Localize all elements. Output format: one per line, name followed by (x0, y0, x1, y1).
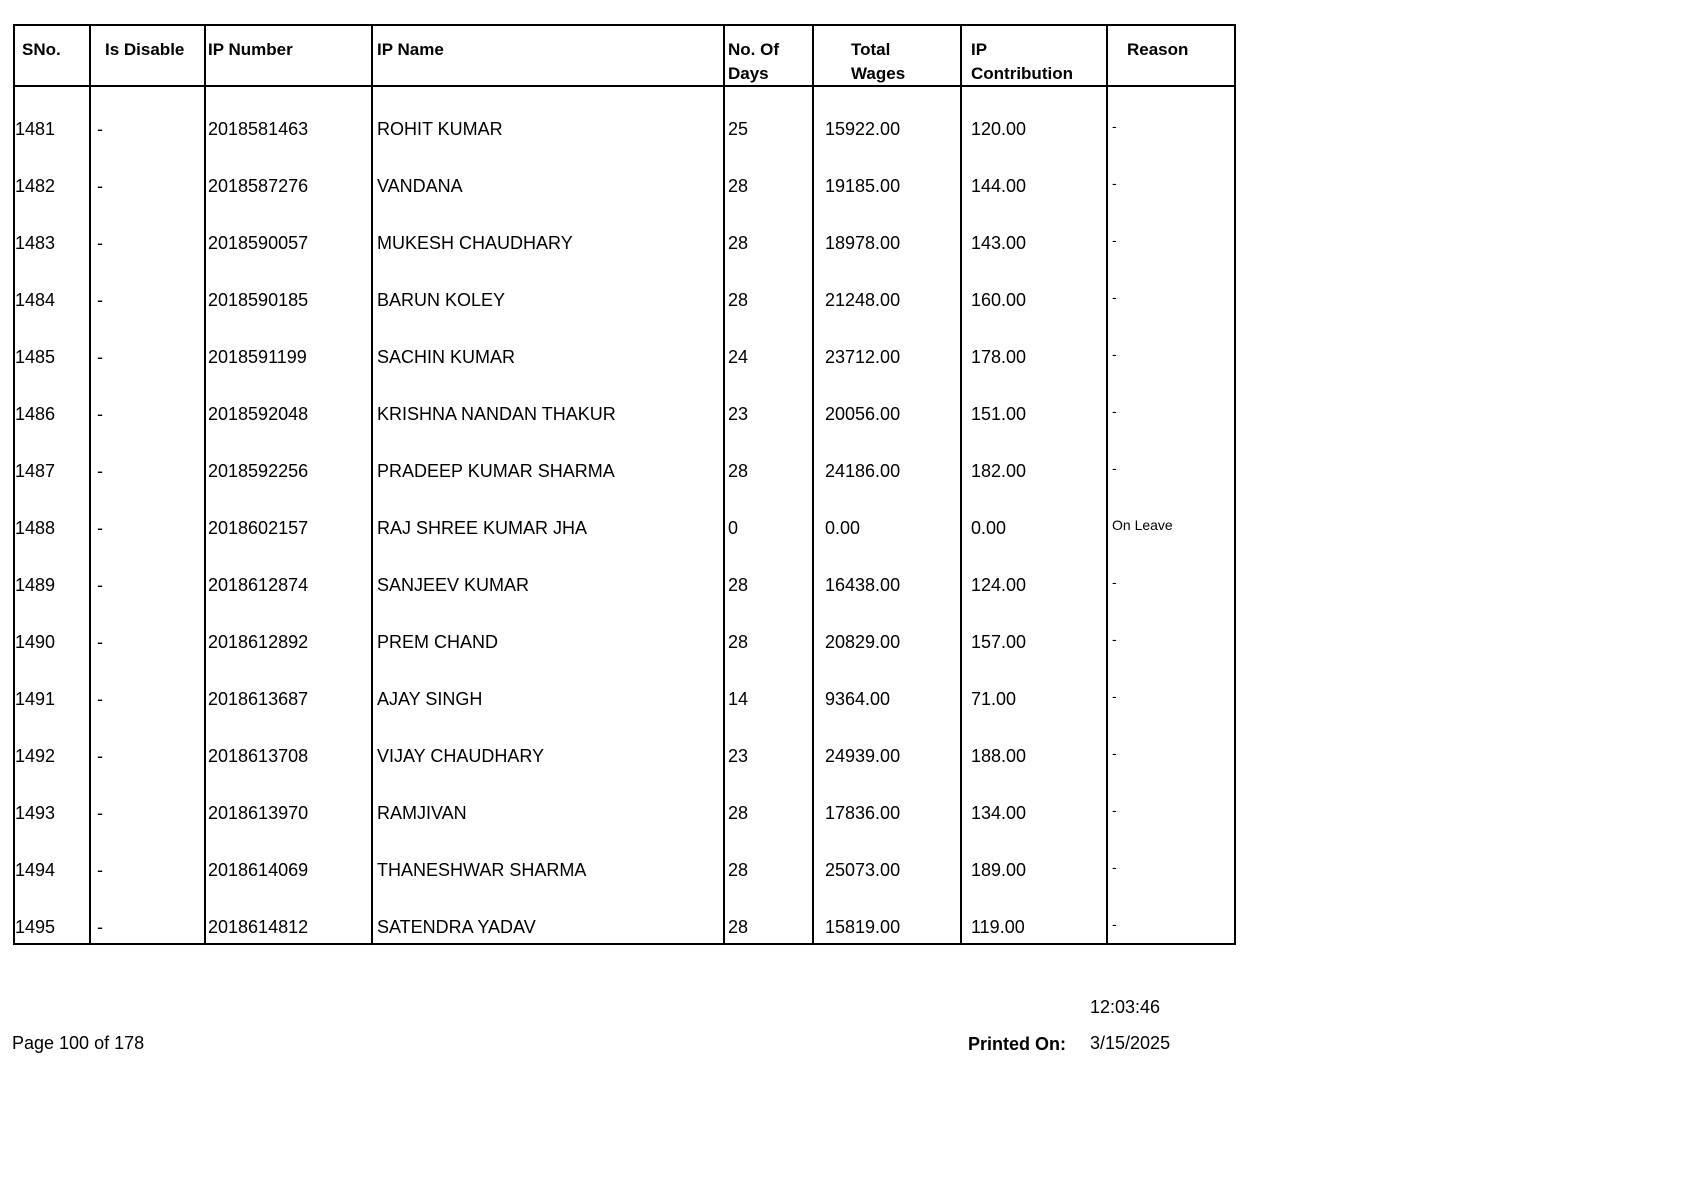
header-no-of-days (728, 38, 779, 86)
cell-ip-number: 2018612874 (208, 575, 309, 595)
cell-is-disable: - (97, 860, 103, 880)
cell-total-wages: 25073.00 (825, 860, 901, 880)
print-date: 3/15/2025 (1090, 1033, 1171, 1053)
contribution-table (13, 24, 1236, 945)
cell-is-disable: - (97, 290, 103, 310)
cell-reason: - (1112, 574, 1117, 590)
cell-ip-contribution: 119.00 (971, 917, 1025, 937)
cell-ip-name: VANDANA (377, 176, 463, 196)
cell-no-of-days: 0 (728, 518, 739, 538)
cell-ip-contribution: 178.00 (971, 347, 1027, 367)
cell-ip-name: PRADEEP KUMAR SHARMA (377, 461, 615, 481)
cell-is-disable: - (97, 917, 103, 937)
cell-sno: 1484 (15, 290, 56, 310)
cell-reason: - (1112, 802, 1117, 818)
cell-no-of-days: 28 (728, 632, 749, 652)
cell-reason: - (1112, 916, 1117, 932)
cell-total-wages: 0.00 (825, 518, 861, 538)
cell-ip-contribution: 143.00 (971, 233, 1027, 253)
header-total-wages-line2: Wages (851, 64, 906, 83)
header-no-of-days-line1: No. Of (728, 40, 779, 59)
cell-sno: 1487 (15, 461, 56, 481)
table-row (15, 509, 1234, 566)
cell-ip-name: ROHIT KUMAR (377, 119, 503, 139)
cell-is-disable: - (97, 746, 103, 766)
cell-ip-number: 2018587276 (208, 176, 309, 196)
cell-total-wages: 9364.00 (825, 689, 891, 709)
cell-ip-name: RAMJIVAN (377, 803, 467, 823)
table-row (15, 110, 1234, 167)
cell-sno: 1490 (15, 632, 56, 652)
cell-no-of-days: 28 (728, 233, 749, 253)
cell-sno: 1492 (15, 746, 56, 766)
cell-ip-contribution: 160.00 (971, 290, 1027, 310)
header-total-wages-line1: Total (851, 40, 891, 59)
cell-ip-name: THANESHWAR SHARMA (377, 860, 587, 880)
cell-ip-name: SACHIN KUMAR (377, 347, 516, 367)
cell-sno: 1488 (15, 518, 56, 538)
cell-sno: 1485 (15, 347, 56, 367)
cell-ip-contribution: 124.00 (971, 575, 1027, 595)
cell-no-of-days: 28 (728, 176, 749, 196)
printed-on-label: Printed On: (968, 1034, 1066, 1054)
cell-is-disable: - (97, 119, 103, 139)
cell-reason: - (1112, 175, 1117, 191)
table-row (15, 338, 1234, 395)
cell-is-disable: - (97, 404, 103, 424)
cell-ip-number: 2018581463 (208, 119, 309, 139)
cell-ip-number: 2018614069 (208, 860, 309, 880)
cell-ip-contribution: 189.00 (971, 860, 1027, 880)
header-no-of-days-line2: Days (728, 64, 769, 83)
cell-total-wages: 20829.00 (825, 632, 901, 652)
header-is-disable: Is Disable (105, 40, 185, 59)
header-ip-name: IP Name (377, 40, 444, 59)
cell-ip-number: 2018613708 (208, 746, 309, 766)
cell-reason: On Leave (1112, 517, 1173, 533)
header-ip-contribution-line1: IP (971, 40, 988, 59)
cell-total-wages: 20056.00 (825, 404, 901, 424)
table-row (15, 794, 1234, 851)
cell-reason: - (1112, 745, 1117, 761)
cell-ip-name: PREM CHAND (377, 632, 499, 652)
cell-is-disable: - (97, 689, 103, 709)
table-row (15, 680, 1234, 737)
table-row (15, 908, 1234, 965)
cell-ip-number: 2018613687 (208, 689, 309, 709)
cell-ip-name: SATENDRA YADAV (377, 917, 536, 937)
cell-is-disable: - (97, 233, 103, 253)
cell-reason: - (1112, 688, 1117, 704)
cell-ip-number: 2018590185 (208, 290, 309, 310)
cell-no-of-days: 28 (728, 803, 749, 823)
cell-no-of-days: 28 (728, 575, 749, 595)
cell-ip-contribution: 134.00 (971, 803, 1027, 823)
header-ip-contribution (971, 38, 1073, 86)
cell-no-of-days: 28 (728, 461, 749, 481)
cell-ip-number: 2018612892 (208, 632, 309, 652)
cell-ip-contribution: 144.00 (971, 176, 1027, 196)
table-row (15, 737, 1234, 794)
cell-is-disable: - (97, 176, 103, 196)
table-row (15, 623, 1234, 680)
cell-reason: - (1112, 859, 1117, 875)
cell-total-wages: 15922.00 (825, 119, 901, 139)
cell-is-disable: - (97, 575, 103, 595)
cell-ip-number: 2018592048 (208, 404, 309, 424)
cell-total-wages: 24939.00 (825, 746, 901, 766)
page-number: Page 100 of 178 (12, 1033, 145, 1053)
cell-no-of-days: 23 (728, 404, 749, 424)
table-row (15, 224, 1234, 281)
cell-is-disable: - (97, 461, 103, 481)
cell-total-wages: 15819.00 (825, 917, 901, 937)
table-row (15, 395, 1234, 452)
cell-reason: - (1112, 346, 1117, 362)
cell-total-wages: 17836.00 (825, 803, 901, 823)
cell-ip-contribution: 0.00 (971, 518, 1007, 538)
table-row (15, 167, 1234, 224)
cell-is-disable: - (97, 803, 103, 823)
cell-ip-number: 2018602157 (208, 518, 309, 538)
cell-sno: 1486 (15, 404, 56, 424)
cell-ip-number: 2018613970 (208, 803, 309, 823)
cell-reason: - (1112, 289, 1117, 305)
cell-no-of-days: 25 (728, 119, 749, 139)
cell-total-wages: 21248.00 (825, 290, 901, 310)
cell-is-disable: - (97, 632, 103, 652)
cell-sno: 1483 (15, 233, 56, 253)
header-reason: Reason (1127, 40, 1189, 59)
header-total-wages (851, 38, 905, 86)
cell-ip-name: MUKESH CHAUDHARY (377, 233, 573, 253)
cell-sno: 1493 (15, 803, 56, 823)
table-row (15, 851, 1234, 908)
table-row (15, 452, 1234, 509)
cell-sno: 1481 (15, 119, 56, 139)
cell-ip-number: 2018591199 (208, 347, 307, 367)
table-row (15, 281, 1234, 338)
cell-ip-name: BARUN KOLEY (377, 290, 506, 310)
cell-ip-number: 2018590057 (208, 233, 309, 253)
header-ip-contribution-line2: Contribution (971, 64, 1073, 83)
cell-ip-contribution: 151.00 (971, 404, 1027, 424)
cell-ip-contribution: 157.00 (971, 632, 1027, 652)
cell-ip-name: SANJEEV KUMAR (377, 575, 530, 595)
cell-ip-contribution: 188.00 (971, 746, 1027, 766)
header-ip-number: IP Number (208, 40, 293, 59)
cell-reason: - (1112, 232, 1117, 248)
cell-reason: - (1112, 631, 1117, 647)
cell-sno: 1489 (15, 575, 56, 595)
cell-sno: 1482 (15, 176, 56, 196)
cell-reason: - (1112, 403, 1117, 419)
cell-reason: - (1112, 460, 1117, 476)
cell-ip-contribution: 71.00 (971, 689, 1017, 709)
cell-ip-number: 2018614812 (208, 917, 309, 937)
cell-ip-name: VIJAY CHAUDHARY (377, 746, 545, 766)
cell-is-disable: - (97, 518, 103, 538)
cell-ip-contribution: 182.00 (971, 461, 1027, 481)
cell-sno: 1495 (15, 917, 56, 937)
cell-ip-name: KRISHNA NANDAN THAKUR (377, 404, 616, 424)
header-sno: SNo. (22, 40, 61, 59)
cell-reason: - (1112, 118, 1117, 134)
cell-no-of-days: 28 (728, 917, 749, 937)
print-time: 12:03:46 (1090, 997, 1161, 1017)
table-row (15, 566, 1234, 623)
cell-no-of-days: 28 (728, 290, 749, 310)
cell-total-wages: 18978.00 (825, 233, 901, 253)
cell-ip-name: AJAY SINGH (377, 689, 483, 709)
cell-no-of-days: 24 (728, 347, 749, 367)
cell-total-wages: 24186.00 (825, 461, 901, 481)
cell-ip-name: RAJ SHREE KUMAR JHA (377, 518, 588, 538)
cell-ip-number: 2018592256 (208, 461, 309, 481)
cell-total-wages: 19185.00 (825, 176, 901, 196)
cell-total-wages: 23712.00 (825, 347, 901, 367)
cell-no-of-days: 23 (728, 746, 749, 766)
cell-sno: 1494 (15, 860, 56, 880)
cell-no-of-days: 14 (728, 689, 749, 709)
cell-is-disable: - (97, 347, 103, 367)
cell-total-wages: 16438.00 (825, 575, 901, 595)
cell-no-of-days: 28 (728, 860, 749, 880)
cell-ip-contribution: 120.00 (971, 119, 1027, 139)
cell-sno: 1491 (15, 689, 56, 709)
